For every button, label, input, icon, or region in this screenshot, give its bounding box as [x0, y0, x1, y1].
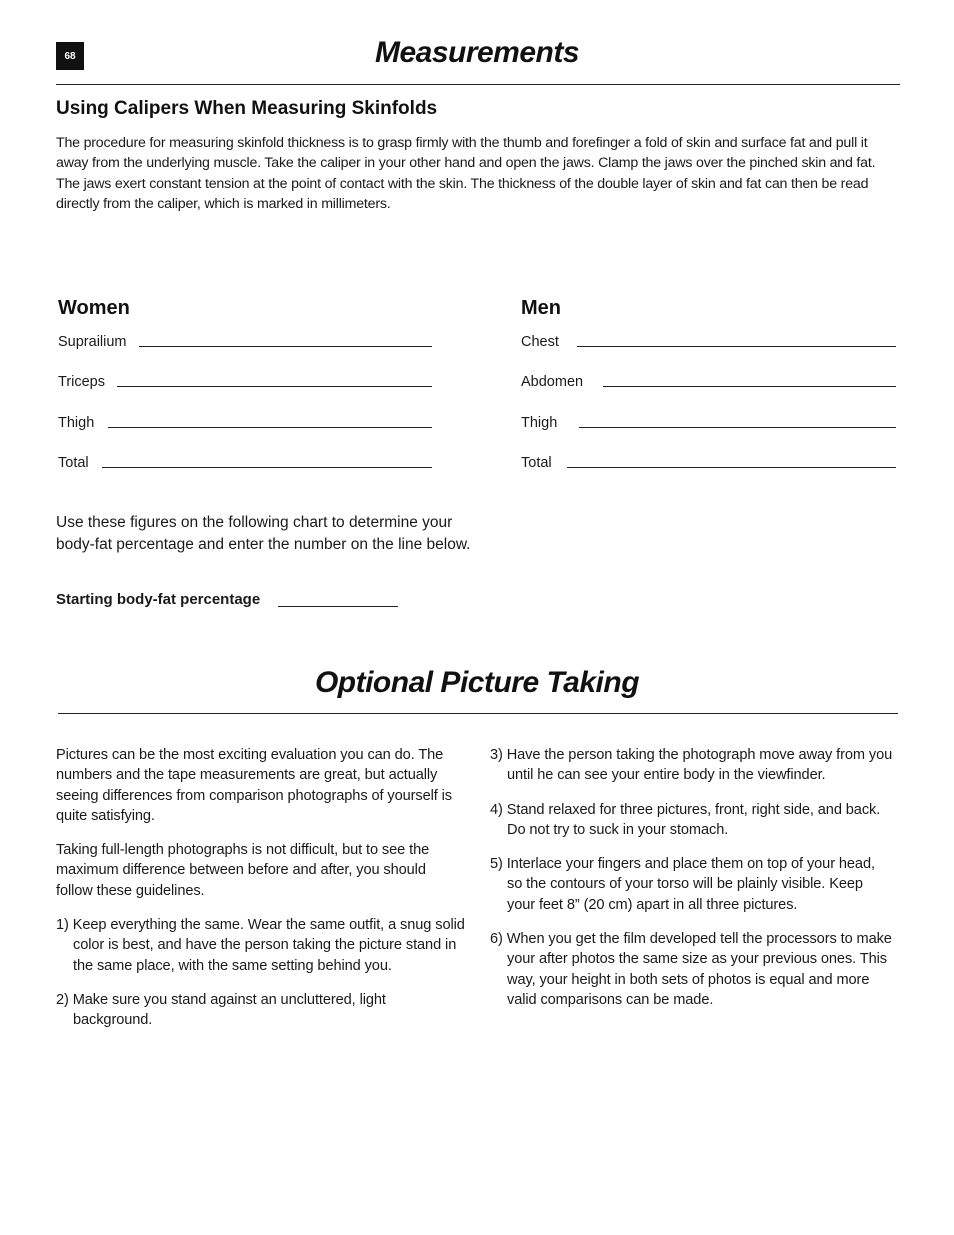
picture-right-column [490, 745, 894, 1024]
starting-body-fat-label: Starting body-fat percentage [56, 591, 261, 608]
field-label: Abdomen [521, 374, 584, 390]
women-suprailium-field[interactable] [58, 334, 432, 350]
men-total-field[interactable] [521, 455, 896, 471]
guideline-item: 6) When you get the film developed tell the processors to make your after photos the same size as your previous ones. This way, your height in both sets of photos is equal and more valid comparisons can be made. [490, 931, 892, 1008]
write-in-line[interactable] [117, 385, 432, 387]
women-heading: Women [58, 297, 130, 319]
calipers-intro-text: The procedure for measuring skinfold thickness is to grasp firmly with the thumb and forefinger a fold of skin and surface fat and pull it away from the underlying muscle. Take the caliper in your other hand and open the jaws. Clamp the jaws over the pinched skin and fat. The jaws exert constant tension at the point of contact with the skin. The thickness of the double layer of skin and fat can then be read directly from the caliper, which is marked in millimeters. [56, 135, 876, 213]
men-thigh-field[interactable] [521, 415, 896, 431]
write-in-line[interactable] [139, 345, 433, 347]
field-label: Triceps [58, 374, 105, 390]
field-label: Thigh [58, 415, 95, 431]
guideline-item: 4) Stand relaxed for three pictures, front, right side, and back. Do not try to suck in your stomach. [490, 801, 881, 838]
field-label: Chest [521, 334, 559, 350]
write-in-line[interactable] [577, 345, 896, 347]
picture-taking-title: Optional Picture Taking [314, 666, 640, 699]
write-in-line[interactable] [579, 426, 896, 428]
field-label: Suprailium [58, 334, 127, 350]
guideline-item: 3) Have the person taking the photograph move away from you until he can see your entire body in the viewfinder. [490, 747, 893, 784]
write-in-line[interactable] [108, 426, 432, 428]
title-divider [56, 84, 900, 85]
men-abdomen-field[interactable] [521, 374, 896, 390]
calipers-subheading: Using Calipers When Measuring Skinfolds [56, 98, 438, 119]
guideline-item: 2) Make sure you stand against an uncluttered, light background. [56, 991, 386, 1029]
men-heading: Men [521, 297, 561, 319]
measurements-title: Measurements [374, 36, 580, 69]
write-in-line[interactable] [102, 466, 432, 468]
field-label: Thigh [521, 415, 558, 431]
write-in-line[interactable] [603, 385, 896, 387]
guideline-item: 5) Interlace your fingers and place them on top of your head, so the contours of your torso will be plainly visible. Keep your feet 8” (20 cm) apart in all three pictures. [490, 856, 875, 913]
starting-body-fat-field[interactable] [56, 591, 398, 608]
guideline-item: 1) Keep everything the same. Wear the same outfit, a snug solid color is best, and have the person taking the picture stand in the same place, with the same setting behind you. [56, 917, 465, 974]
picture-title-divider [58, 713, 898, 714]
women-total-field[interactable] [58, 455, 432, 471]
field-label: Total [521, 455, 552, 471]
write-in-line[interactable] [278, 606, 398, 607]
page-number: 68 [56, 42, 84, 70]
picture-left-column [56, 745, 466, 1045]
women-triceps-field[interactable] [58, 374, 432, 390]
field-label: Total [58, 455, 89, 471]
paragraph: Pictures can be the most exciting evaluation you can do. The numbers and the tape measurements are great, but actually seeing differences from comparison photographs of yourself is quite satisfying. [56, 747, 452, 824]
paragraph: Taking full-length photographs is not difficult, but to see the maximum difference between before and after, you should follow these guidelines. [56, 842, 430, 899]
men-chest-field[interactable] [521, 334, 896, 350]
women-thigh-field[interactable] [58, 415, 432, 431]
chart-instruction-text: Use these figures on the following chart to determine your body-fat percentage and enter the number on the line below. [56, 514, 471, 553]
write-in-line[interactable] [567, 466, 896, 468]
